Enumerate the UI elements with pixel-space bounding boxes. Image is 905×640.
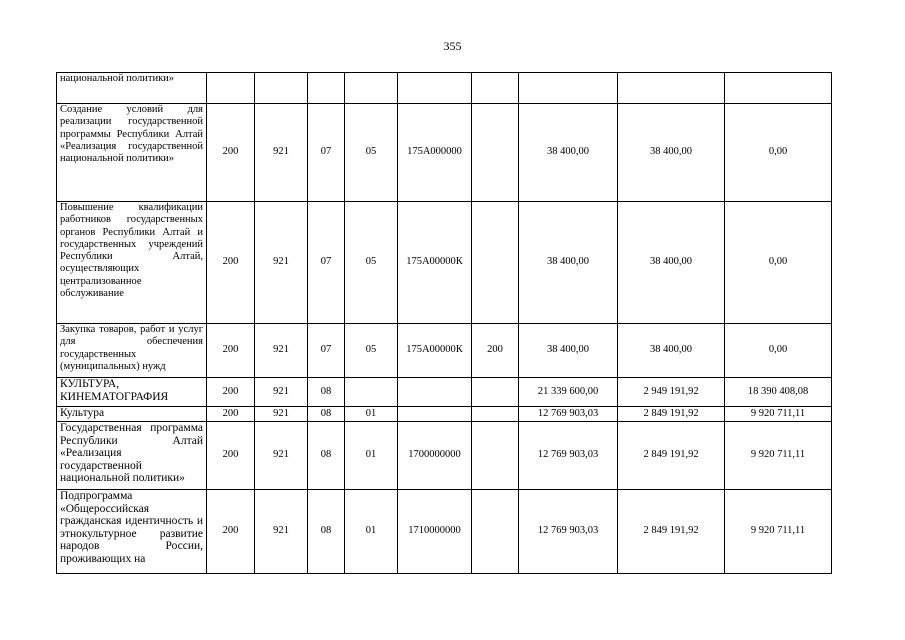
row-name: Повышение квалификации работников государственных органов Республики Алтай и государственных учреждений Республики Алтай, осуществляющих централизованное обслуживание	[57, 202, 207, 324]
cell-subsection: 05	[345, 104, 398, 202]
cell-expense-type	[472, 378, 519, 407]
cell-amount-3: 18 390 408,08	[725, 378, 832, 407]
table-row	[57, 202, 832, 324]
cell-ministry-code: 921	[255, 490, 308, 574]
cell-admin-code: 200	[207, 202, 255, 324]
cell-amount-2: 2 949 191,92	[618, 378, 725, 407]
cell-subsection: 01	[345, 422, 398, 490]
cell-expense-type	[472, 422, 519, 490]
cell-admin-code: 200	[207, 378, 255, 407]
cell-subsection: 01	[345, 407, 398, 422]
cell-amount-1: 12 769 903,03	[519, 407, 618, 422]
page-number: 355	[443, 39, 462, 53]
cell-subsection: 01	[345, 490, 398, 574]
table-row	[57, 378, 832, 407]
cell-admin-code: 200	[207, 407, 255, 422]
cell-admin-code: 200	[207, 422, 255, 490]
cell-subsection: 05	[345, 324, 398, 378]
cell-amount-2: 2 849 191,92	[618, 407, 725, 422]
cell-section: 07	[308, 104, 345, 202]
row-name: Государственная программа Республики Алтай «Реализация государственной национальной политики»	[57, 422, 207, 490]
cell-amount-2: 38 400,00	[618, 324, 725, 378]
cell-amount-3: 9 920 711,11	[725, 422, 832, 490]
budget-table	[56, 72, 832, 574]
cell-amount-1: 12 769 903,03	[519, 422, 618, 490]
cell-amount-2: 38 400,00	[618, 202, 725, 324]
cell-amount-1: 12 769 903,03	[519, 490, 618, 574]
cell-ministry-code: 921	[255, 324, 308, 378]
cell-section: 08	[308, 422, 345, 490]
cell-amount-3: 0,00	[725, 324, 832, 378]
cell-target-article	[398, 378, 472, 407]
cell-section: 08	[308, 490, 345, 574]
cell-admin-code: 200	[207, 324, 255, 378]
cell-amount-1: 38 400,00	[519, 324, 618, 378]
cell-expense-type	[472, 407, 519, 422]
cell-section: 08	[308, 378, 345, 407]
row-name: Закупка товаров, работ и услуг для обеспечения государственных (муниципальных) нужд	[57, 324, 207, 378]
row-name: Создание условий для реализации государственной программы Республики Алтай «Реализация государственной национальной политики»	[57, 104, 207, 202]
cell-subsection	[345, 378, 398, 407]
table-row	[57, 104, 832, 202]
cell-target-article: 175А000000	[398, 104, 472, 202]
cell-expense-type	[472, 104, 519, 202]
cell-section: 07	[308, 324, 345, 378]
row-name: КУЛЬТУРА, КИНЕМАТОГРАФИЯ	[57, 378, 207, 407]
cell-amount-1: 38 400,00	[519, 202, 618, 324]
cell-ministry-code: 921	[255, 378, 308, 407]
cell-amount-3: 0,00	[725, 202, 832, 324]
cell-amount-3: 0,00	[725, 104, 832, 202]
cell-target-article: 1710000000	[398, 490, 472, 574]
cell-amount-1: 38 400,00	[519, 104, 618, 202]
table-row	[57, 422, 832, 490]
table-row	[57, 407, 832, 422]
cell-expense-type	[472, 490, 519, 574]
cell-ministry-code: 921	[255, 407, 308, 422]
table-row	[57, 490, 832, 574]
cell-section: 07	[308, 202, 345, 324]
cell-amount-3: 9 920 711,11	[725, 407, 832, 422]
cell-ministry-code: 921	[255, 202, 308, 324]
cell-admin-code: 200	[207, 490, 255, 574]
cell-target-article	[398, 407, 472, 422]
row-name: Подпрограмма «Общероссийская гражданская идентичность и этнокультурное развитие народов России, проживающих на	[57, 490, 207, 574]
cell-subsection: 05	[345, 202, 398, 324]
cell-expense-type: 200	[472, 324, 519, 378]
cell-ministry-code: 921	[255, 104, 308, 202]
cell-target-article: 175А00000К	[398, 324, 472, 378]
cell-target-article: 1700000000	[398, 422, 472, 490]
cell-amount-3: 9 920 711,11	[725, 490, 832, 574]
cell-target-article: 175А00000К	[398, 202, 472, 324]
cell-amount-1: 21 339 600,00	[519, 378, 618, 407]
cell-admin-code: 200	[207, 104, 255, 202]
cell-expense-type	[472, 202, 519, 324]
cell-amount-2: 2 849 191,92	[618, 422, 725, 490]
table-row	[57, 324, 832, 378]
cell-amount-2: 38 400,00	[618, 104, 725, 202]
cell-section: 08	[308, 407, 345, 422]
row-name: Культура	[57, 407, 207, 422]
row-name: национальной политики»	[57, 73, 207, 104]
cell-amount-2: 2 849 191,92	[618, 490, 725, 574]
cell-ministry-code: 921	[255, 422, 308, 490]
table-row	[57, 73, 832, 104]
